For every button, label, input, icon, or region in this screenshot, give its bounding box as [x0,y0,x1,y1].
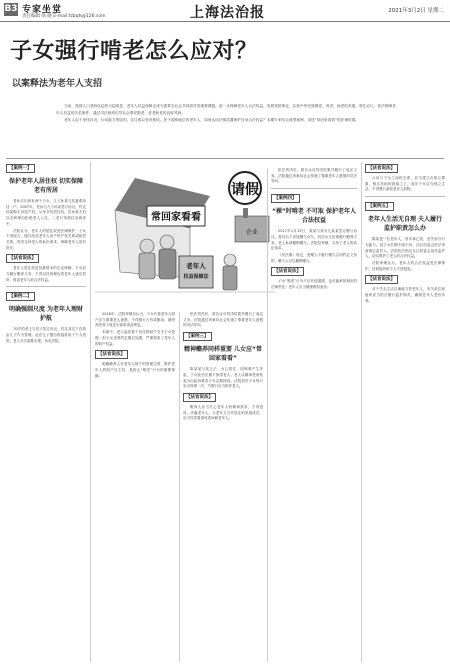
elderly-woman-body [139,253,155,279]
case-title: 明确强制尺度 为老年人理财护航 [8,306,84,323]
column-2 [95,312,175,662]
intro-paragraph: 老年人由于身体状况、行动能力等原因，往往难以有效维权。处于弱势地位的老年人，如何运用法律武器保护自身合法权益？本期专家结合典型案例，讲述“常回家看看”的法律依据。 [64,118,360,123]
column-rule [361,162,362,662]
expert-commentary: 子女“啃老”行为不仅有违道德，也可能承担相应的法律责任。老年人应当增强维权意识。 [271,279,357,290]
factory-label: 企业 [245,229,259,236]
expert-commentary: 赡养人应当关心老年人的精神需求，不得忽视、冷落老年人。与老年人分开居住的家庭成员，应当经常看望或者问候老年人。 [183,404,263,421]
expert-commentary: 老年人居住权是其最基本的生活保障。子女应当履行赡养义务，不得以任何理由将老年人逐出居所，侵害老年人的合法权益。 [6,266,86,282]
article-intro [56,103,396,125]
young-person-head [224,254,236,266]
masthead [0,0,450,22]
column-1 [6,162,86,662]
elderly-woman-head [140,239,154,253]
case-title: 老年人生活无自理 夫人履行监护职责怎么办 [367,216,443,233]
factory-chimney [243,208,248,218]
column-4 [271,168,357,662]
young-person-body [223,266,237,290]
section-editor-line: 责任编辑 翁 晓 E-mail:fzbqh@126.com [22,14,106,19]
case-title: 精神赡养同样重要 儿女应“常回家看看” [183,346,263,363]
body-paragraph: 陈某是一位老年人，因年事已高，丧失部分行为能力。其子女长期不闻不问，社区居委会依法申请指定监护人。法院依法指定社区居委会担任监护人，切实维护了老人的合法权益。 [365,237,445,259]
body-paragraph: 依法判决后，被告认可判决结果并履行了返还义务。法院通过该案向社会传递了尊重老年人意愿的司法导向。 [183,312,263,328]
body-paragraph: 依法判决后，被告认可判决结果并履行了返还义务。法院通过该案向社会传递了尊重老年人意愿的司法导向。 [271,168,357,184]
case-tag: 【案例一】 [6,164,35,173]
expert-tag: 【法官说法】 [365,275,398,284]
page-number-badge: B3 [4,4,18,14]
leave-stamp-text: 请假 [231,182,259,198]
case-tag: 【案例五】 [365,202,394,211]
section-divider [6,286,86,287]
law-book-title-line1: 老年人 [186,262,206,270]
case-tag: 【案例二】 [6,292,35,301]
body-paragraph: 2017年1月13日，某某与其女儿某某签订赠与协议，将其名下房屋赠与女儿。其后女儿拒绝履行赡养义务，老人诉请撤销赠与。法院经审理，支持了老人的诉讼请求。 [271,229,357,251]
case-tag: 【案例四】 [271,194,300,203]
intro-paragraph: 当前，我国人口老龄化趋势日趋明显，老年人权益保障正成为需要全社会共同面对的重要课题。进一步保障老年人合法权益，发展老龄事业，弘扬中华民族敬老、养老、助老的美德，势在必行。依法保障老年人权益的各类案件，通过司法裁判引导社会尊老敬老、爱老助老的良好风尚。 [56,104,396,115]
body-paragraph: 70岁的老王与其子签订协议，约定其名下存款由儿子代为管理。此后儿子擅自将钱款用于个人投资，老人多次索要未果，诉至法院。 [6,327,86,343]
column-rule [267,168,268,662]
masthead-divider [0,21,450,22]
expert-commentary: 对于失去生活自理能力的老年人，有关单位和组织应当依法履行监护职责，确保老年人老有所养。 [365,287,445,303]
body-paragraph: 2016年，法院审理后认为，子女代管老年人财产应当尊重老人意愿，不得强行占有或挪用。最终判决其子返还全部款项及利息。 [95,312,175,328]
body-paragraph: 《民法典》规定，受赠人不履行赠与合同约定义务的，赠与人可以撤销赠与。 [271,252,357,263]
column-rule [179,312,180,662]
body-paragraph: 法院认为，老年人的居住权受法律保护，子女不得侵占、擅自改变老年人房产的产权关系或租赁关系。判决支持老人的诉讼请求，保障老年人居有所安。 [6,228,86,250]
column-5 [365,162,445,662]
expert-tag: 【法官说法】 [6,254,39,263]
body-paragraph: 陈某某与其儿子、女儿同住，因琐事产生矛盾，子女此后长期不探望老人。老人以精神受到伤害为由起诉要求子女定期探视。法院判决子女每月至少探望一次，节假日应当陪伴老人。 [183,367,263,389]
section-name: 专家坐堂 [22,5,63,15]
newspaper-name: 上海法治报 [190,5,265,21]
expert-tag: 【法官说法】 [271,267,304,276]
elderly-man-head [160,235,174,249]
column-rule [90,162,91,662]
article-headline: 子女强行啃老怎么应对？ [10,39,258,64]
case-tag: 【案例三】 [183,332,212,341]
section-divider [271,188,357,189]
expert-tag: 【法官说法】 [183,393,216,402]
sign-text: 常回家看看 [151,212,201,223]
body-paragraph: 法院审理认为，老年人的合法权益受法律保护，任何组织和个人不得侵犯。 [365,260,445,271]
expert-commentary: 父母与子女之间的关系，应当建立在相互尊重、相互扶助的基础之上。成年子女应当独立生活，不得强行索取老年人财物。 [365,176,445,192]
elderly-man-body [159,249,176,279]
article-subheadline: 以案释法为老年人支招 [12,79,103,89]
expert-tag: 【法官说法】 [95,350,128,359]
law-book-title-line2: 权益保障法 [183,274,209,280]
case-title: “裸”时啃老 不可取 保护老年人合法权益 [271,208,357,225]
expert-commentary: 明确赡养人对老年人财产的管理边界，维护老年人的财产自主权，是防止“啃老”行为的重要保障。 [95,362,175,378]
body-paragraph: 本案中，老人起初基于信任将财产交予子女管理，但子女违背约定擅自处置，严重损害了老年人的财产权益。 [95,330,175,346]
column-3 [183,312,263,662]
cartoon-illustration [95,168,275,306]
body-paragraph: 老孙夫妇育有两个子女，儿子孙某与其妻系同住一户。2007年，老孙与儿子孙某签订协议，约定孙某购买房屋产权，父母享有居住权。后孙某夫妇以各种理由拒绝老人入住，二老只得借住亲戚家中。 [6,199,86,226]
intro-divider [6,158,444,159]
case-title: 保护老年人居住权 切实保障老有所居 [8,178,84,194]
law-book [179,256,213,288]
issue-date: 2021年3月2日 星期二 [388,8,444,14]
expert-tag: 【法官说法】 [365,164,398,173]
section-divider [365,196,445,197]
